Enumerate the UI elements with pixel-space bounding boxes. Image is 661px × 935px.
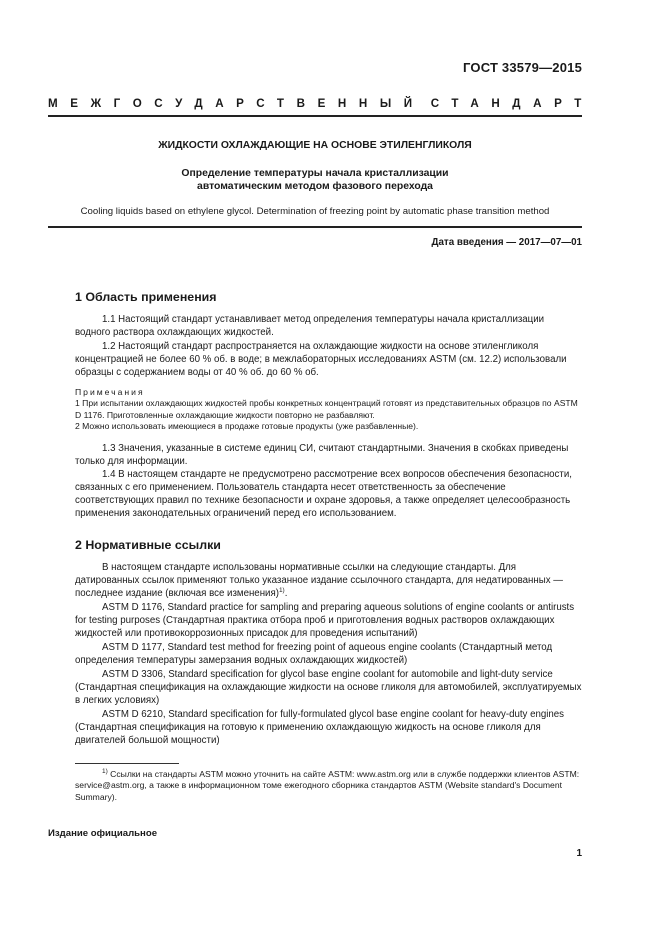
section-1-heading: 1 Область применения (75, 290, 217, 304)
page-number: 1 (576, 848, 582, 859)
english-title: Cooling liquids based on ethylene glycol. Determination of freezing point by automatic phase transition method (80, 206, 550, 217)
top-divider (48, 115, 582, 117)
banner-word-standard: СТАНДАРТ (430, 97, 594, 110)
reference-astm-d1177: ASTM D 1177, Standard test method for freezing point of aqueous engine coolants (Стандартный метод определения температуры замерзания водных охлаждающих жидкостей) (75, 642, 553, 666)
footnote-ref: 1) (278, 586, 285, 594)
footnote-mark: 1) (102, 768, 108, 776)
paragraph-1-1: 1.1 Настоящий стандарт устанавливает метод определения температуры начала кристаллизации водного раствора охлаждающих жидкостей. (75, 314, 545, 338)
document-subtitle (48, 167, 582, 193)
notes-heading: Примечания (75, 387, 145, 397)
paragraph-1-3: 1.3 Значения, указанные в системе единиц СИ, считают стандартными. Значения в скобках приведены только для информации. (75, 443, 569, 467)
footnote: $^{1)}$ Ссылки на стандарты ASTM можно уточнить на сайте ASTM: www.astm.org или в службе поддержки клиентов ASTM: service@astm.org, а также в информационном томе ежегодного сборника стандартов ASTM (Website standard's Document Summary). (75, 768, 580, 802)
document-code: ГОСТ 33579—2015 (463, 60, 582, 75)
references-intro: В настоящем стандарте использованы нормативные ссылки на следующие стандарты. Для датированных ссылок применяют только указанное издание ссылочного стандарта, для недатированных — последнее издание (включая все изменения)$^{1)}$. (75, 562, 563, 599)
banner-word-interstate: МЕЖГОСУДАРСТВЕННЫЙ (48, 97, 425, 110)
subtitle-line-2: автоматическим методом фазового перехода (197, 181, 433, 192)
reference-astm-d1176: ASTM D 1176, Standard practice for sampling and preparing aqueous solutions of engine coolants or antirusts for testing purposes (Стандартная практика отбора проб и приготовления водных растворов охлаждающих жидкостей или противокоррозионных присадок для проведения испытаний) (75, 602, 575, 639)
subtitle-line-1: Определение температуры начала кристаллизации (181, 168, 449, 179)
title-divider (48, 226, 582, 228)
note-1: 1 При испытании охлаждающих жидкостей пробы конкретных концентраций готовят из представительных образцов по ASTM D 1176. Приготовленные охлаждающие жидкости повторно не разбавляют. (75, 398, 578, 420)
document-title: ЖИДКОСТИ ОХЛАЖДАЮЩИЕ НА ОСНОВЕ ЭТИЛЕНГЛИКОЛЯ (158, 140, 472, 151)
reference-astm-d6210: ASTM D 6210, Standard specification for fully-formulated glycol base engine coolant for heavy-duty engines (Стандартная спецификация на готовую к применению охлаждающую жидкость на основе гликоля для двигателей большой мощности) (75, 709, 565, 746)
reference-astm-d3306: ASTM D 3306, Standard specification for glycol base engine coolant for automobile and light-duty service (Стандартная спецификация на охлаждающие жидкости на основе гликоля для автомобилей, эксплуатируемых в легких условиях) (75, 669, 582, 706)
effective-date: Дата введения — 2017—07—01 (431, 237, 582, 248)
notes-block (75, 387, 582, 433)
standard-type-banner (48, 97, 594, 110)
note-2: 2 Можно использовать имеющиеся в продаже готовые продукты (уже разбавленные). (75, 421, 419, 432)
section-2-heading: 2 Нормативные ссылки (75, 538, 221, 552)
footnote-divider (75, 763, 179, 764)
paragraph-1-4: 1.4 В настоящем стандарте не предусмотрено рассмотрение всех вопросов обеспечения безопасности, связанных с его применением. Пользователь стандарта несет ответственность за обеспечение соответствующих правил по технике безопасности и охране здоровья, а также определяет целесообразность применения законодательных ограничений перед его использованием. (75, 469, 572, 519)
paragraph-1-2: 1.2 Настоящий стандарт распространяется на охлаждающие жидкости на основе этиленгликоля концентрацией не более 60 % об. в воде; в межлабораторных исследованиях ASTM (см. 12.2) использовали образцы с содержанием воды от 40 % об. до 60 % об. (75, 341, 567, 378)
official-edition-label: Издание официальное (48, 828, 158, 839)
